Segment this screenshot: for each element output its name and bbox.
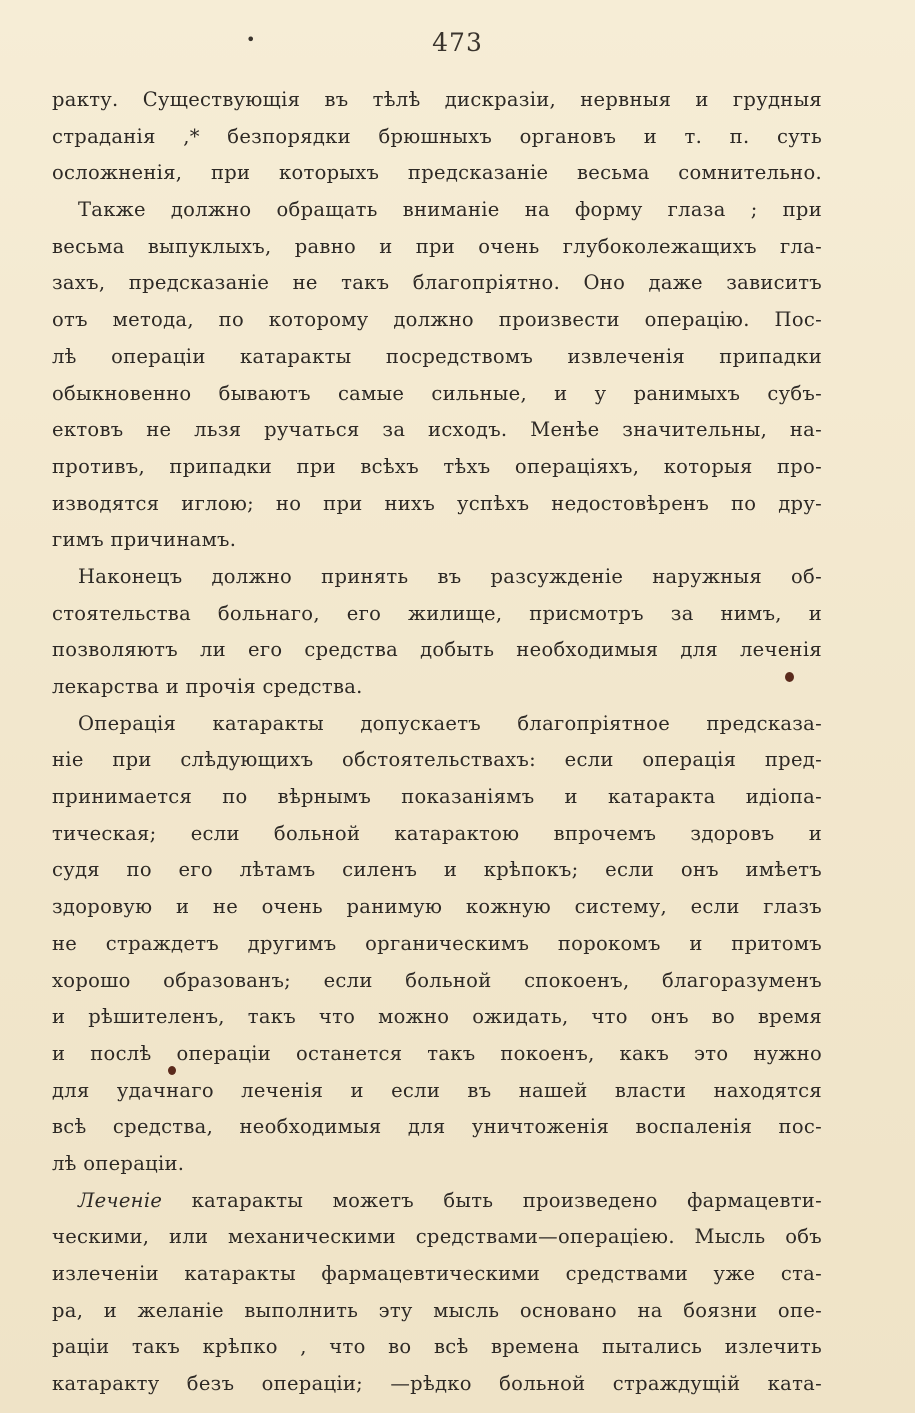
text-line-content: ческими, или механическими средствами—операціею. Мысль объ bbox=[52, 1225, 822, 1249]
text-line bbox=[0, 82, 915, 119]
text-line-content: ніе при слѣдующихъ обстоятельствахъ: если операція пред- bbox=[52, 748, 822, 772]
text-line bbox=[0, 376, 915, 413]
text-line-content: Леченіе катаракты можетъ быть произведено фармацевти- bbox=[78, 1188, 822, 1212]
text-line-content: для удачнаго леченія и если въ нашей власти находятся bbox=[52, 1078, 822, 1102]
text-line-content: изводятся иглою; но при нихъ успѣхъ недостовѣренъ по дру- bbox=[52, 491, 822, 515]
text-line-content: весьма выпуклыхъ, равно и при очень глубоколежащихъ гла- bbox=[52, 234, 822, 258]
text-line bbox=[0, 963, 915, 1000]
text-line bbox=[0, 522, 915, 559]
text-line-content: захъ, предсказаніе не такъ благопріятно. Оно даже зависитъ bbox=[52, 271, 822, 295]
text-line bbox=[0, 155, 915, 192]
text-line bbox=[0, 339, 915, 376]
text-line bbox=[0, 1073, 915, 1110]
text-line bbox=[0, 302, 915, 339]
text-line bbox=[0, 1219, 915, 1256]
text-line bbox=[0, 816, 915, 853]
text-line bbox=[0, 596, 915, 633]
text-line bbox=[0, 742, 915, 779]
text-line-content: судя по его лѣтамъ силенъ и крѣпокъ; если онъ имѣетъ bbox=[52, 858, 822, 882]
text-line bbox=[0, 779, 915, 816]
text-line-content: Операція катаракты допускаетъ благопріятное предсказа- bbox=[78, 711, 822, 735]
text-line bbox=[0, 1146, 915, 1183]
header-mark: • bbox=[246, 30, 256, 49]
text-line-content: отъ метода, по которому должно произвести операцію. Пос- bbox=[52, 308, 822, 332]
text-line bbox=[0, 265, 915, 302]
text-line-content: и рѣшителенъ, такъ что можно ожидать, что онъ во время bbox=[52, 1005, 822, 1029]
text-line bbox=[0, 119, 915, 156]
text-line bbox=[0, 449, 915, 486]
text-line bbox=[0, 192, 915, 229]
text-line-content: раціи такъ крѣпко , что во всѣ времена пытались излечить bbox=[52, 1335, 822, 1359]
text-line bbox=[0, 1329, 915, 1366]
text-line-content: ектовъ не льзя ручаться за исходъ. Менѣе значительны, на- bbox=[52, 418, 822, 442]
page-number: 473 bbox=[432, 28, 483, 57]
text-line bbox=[0, 1036, 915, 1073]
text-line-content: излеченіи катаракты фармацевтическими средствами уже ста- bbox=[52, 1262, 822, 1285]
text-line-content: гимъ причинамъ. bbox=[52, 528, 237, 552]
text-line bbox=[0, 632, 915, 669]
text-line-content: здоровую и не очень ранимую кожную систему, если глазъ bbox=[52, 895, 822, 919]
ink-blot bbox=[785, 672, 794, 682]
text-line bbox=[0, 889, 915, 926]
text-line-content: лѣ операціи. bbox=[52, 1151, 185, 1175]
text-line-content: не страждетъ другимъ органическимъ порокомъ и притомъ bbox=[52, 931, 822, 955]
text-line bbox=[0, 559, 915, 596]
text-line-content: осложненія, при которыхъ предсказаніе весьма сомнительно. bbox=[52, 161, 822, 185]
text-line bbox=[0, 229, 915, 266]
text-line bbox=[0, 999, 915, 1036]
text-line bbox=[0, 1256, 915, 1293]
text-line-content: принимается по вѣрнымъ показаніямъ и катаракта идіопа- bbox=[52, 785, 822, 809]
ink-blot bbox=[168, 1066, 176, 1075]
text-line-content: противъ, припадки при всѣхъ тѣхъ операціяхъ, которыя про- bbox=[52, 454, 822, 478]
text-line-content: Наконецъ должно принять въ разсужденіе наружныя об- bbox=[78, 564, 822, 588]
text-line-content: обыкновенно бываютъ самые сильные, и у ранимыхъ субъ- bbox=[52, 381, 822, 405]
text-line bbox=[0, 1293, 915, 1330]
text-line-content: стоятельства больнаго, его жилище, присмотръ за нимъ, и bbox=[52, 601, 822, 625]
text-line bbox=[0, 486, 915, 523]
text-line bbox=[0, 926, 915, 963]
text-line bbox=[0, 1366, 915, 1403]
text-line-content: лѣ операціи катаракты посредствомъ извлеченія припадки bbox=[52, 344, 822, 368]
text-line-content: тическая; если больной катарактою впрочемъ здоровъ и bbox=[52, 821, 822, 845]
text-line-content: ра, и желаніе выполнить эту мысль основано на боязни опе- bbox=[52, 1298, 822, 1322]
text-line-content: всѣ средства, необходимыя для уничтоженія воспаленія пос- bbox=[52, 1115, 822, 1139]
text-line-content: страданія ,* безпорядки брюшныхъ органовъ и т. п. суть bbox=[52, 124, 822, 148]
text-line bbox=[0, 852, 915, 889]
page-text-body bbox=[0, 82, 915, 1403]
text-line-content: ракту. Существующія въ тѣлѣ дискразіи, нервныя и грудныя bbox=[52, 88, 822, 111]
text-line bbox=[0, 669, 915, 706]
text-line-content: Также должно обращать вниманіе на форму глаза ; при bbox=[78, 198, 822, 222]
text-line bbox=[0, 1183, 915, 1220]
text-line-content: позволяютъ ли его средства добыть необходимыя для леченія bbox=[52, 638, 822, 662]
text-line-content: хорошо образованъ; если больной спокоенъ, благоразуменъ bbox=[52, 968, 822, 992]
text-line-content: лекарства и прочія средства. bbox=[52, 675, 363, 698]
text-line bbox=[0, 412, 915, 449]
text-line-content: и послѣ операціи останется такъ покоенъ, какъ это нужно bbox=[52, 1041, 822, 1065]
text-line bbox=[0, 1109, 915, 1146]
text-line-content: катаракту безъ операціи; —рѣдко больной страждущій ката- bbox=[52, 1372, 822, 1396]
text-line bbox=[0, 706, 915, 743]
